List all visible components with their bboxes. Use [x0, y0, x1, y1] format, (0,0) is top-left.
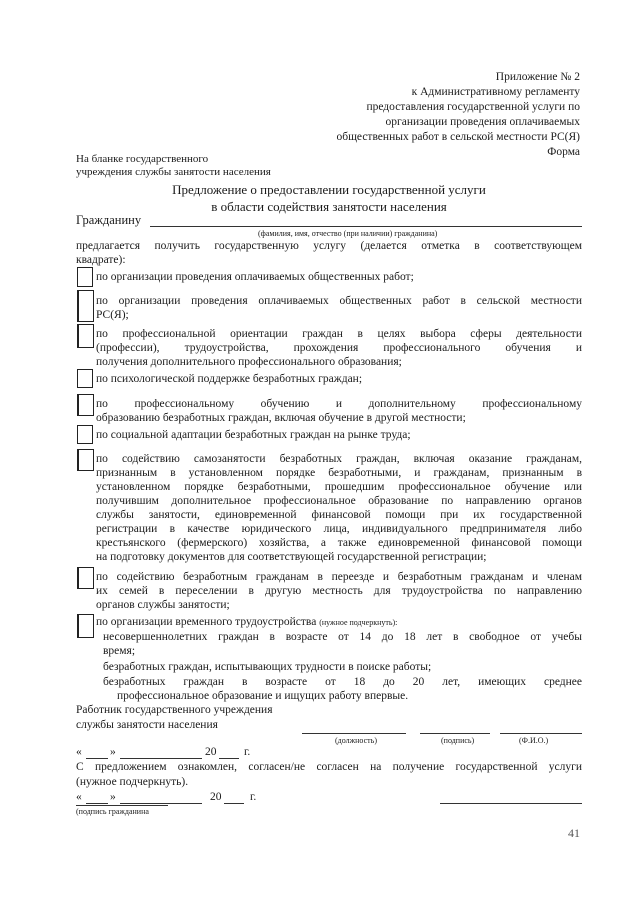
option-career-line-2: (профессии), трудоустройства, прохождения профессионального обучения и — [96, 342, 582, 354]
option-career-line-1: по профессиональной ориентации граждан в целях выбора сферы деятельности — [96, 328, 582, 340]
regulation-line: к Административному регламенту — [411, 86, 580, 98]
option-checkbox-relocation[interactable] — [77, 567, 94, 589]
date2-close-quote: » — [110, 791, 116, 803]
option-public-works: по организации проведения оплачиваемых общественных работ; — [96, 271, 414, 283]
date1-month-field[interactable] — [120, 758, 202, 759]
temp-minors-line-2: время; — [103, 645, 136, 657]
date1-day-field[interactable] — [86, 758, 108, 759]
option-temp-employment — [96, 615, 397, 629]
option-checkbox-self-employment[interactable] — [77, 449, 94, 471]
option-relocation-line-3: органов службы занятости; — [96, 599, 230, 611]
consent-line-1: С предложением ознакомлен, согласен/не согласен на получение государственной услуги — [76, 761, 582, 773]
worker-position-line[interactable] — [302, 733, 406, 734]
temp-minors-line-1[interactable]: несовершеннолетних граждан в возрасте от 14 до 18 лет в свободное от учебы — [103, 631, 582, 643]
title-line-1: Предложение о предоставлении государственной услуги — [172, 182, 486, 197]
option-checkbox-public-works[interactable] — [77, 267, 93, 287]
citizen-signature-line[interactable] — [440, 803, 582, 804]
intro-line-2: квадрате): — [76, 254, 126, 266]
option-training-line-2: образованию безработных граждан, включая обучение в другой местности; — [96, 412, 466, 424]
letterhead-line-1: На бланке государственного — [76, 153, 209, 165]
date2-open-quote: « — [76, 791, 82, 803]
form-label: Форма — [547, 146, 580, 158]
worker-line-1: Работник государственного учреждения — [76, 704, 273, 716]
organization-line: организации проведения оплачиваемых — [385, 116, 580, 128]
date1-year-suffix: г. — [244, 746, 251, 758]
option-rural-works-line-1: по организации проведения оплачиваемых общественных работ в сельской местности — [96, 295, 582, 307]
citizen-sign-field[interactable] — [76, 805, 168, 806]
option-self-employment-line-1: по содействию самозанятости безработных граждан, включая оказание гражданам, — [96, 453, 582, 465]
option-social-adaptation: по социальной адаптации безработных граждан на рынке труда; — [96, 429, 411, 441]
option-rural-works-line-2: РС(Я); — [96, 309, 129, 321]
page-number: 41 — [568, 826, 580, 840]
worker-name-caption: (Ф.И.О.) — [519, 736, 549, 745]
option-temp-employment-note: (нужное подчеркнуть): — [319, 618, 398, 627]
option-checkbox-psych-support[interactable] — [77, 369, 93, 388]
appendix-number: Приложение № 2 — [495, 71, 580, 83]
date2-month-field[interactable] — [120, 803, 202, 804]
option-temp-employment-label: по организации временного трудоустройства — [96, 616, 317, 628]
intro-line-1: предлагается получить государственную услугу (делается отметка в соответствующем — [76, 240, 582, 252]
option-checkbox-social-adaptation[interactable] — [77, 425, 93, 444]
option-checkbox-career-guidance[interactable] — [77, 324, 94, 348]
temp-young-line-2: профессиональное образование и ищущих работу впервые. — [117, 690, 409, 702]
option-self-employment-line-4: получившим дополнительное профессиональное образование по направлению органов — [96, 495, 582, 507]
option-career-line-3: получения дополнительного профессионального образования; — [96, 356, 402, 368]
citizen-sign-caption: (подпись гражданина — [76, 807, 149, 816]
rural-line: общественных работ в сельской местности РС(Я) — [336, 131, 580, 143]
temp-difficulty[interactable]: безработных граждан, испытывающих трудности в поиске работы; — [103, 661, 432, 673]
option-training-line-1: по профессиональному обучению и дополнительному профессиональному — [96, 398, 582, 410]
worker-signature-caption: (подпись) — [441, 736, 475, 745]
option-relocation-line-2: их семей в переселении в другую местность для трудоустройства по направлению — [96, 585, 582, 597]
date1-open-quote: « — [76, 746, 82, 758]
worker-line-2: службы занятости населения — [76, 719, 218, 731]
date2-year-suffix: г. — [250, 791, 257, 803]
service-line: предоставления государственной услуги по — [366, 101, 580, 113]
option-psych-support: по психологической поддержке безработных граждан; — [96, 373, 363, 385]
citizen-name-caption: (фамилия, имя, отчество (при наличии) гражданина) — [258, 229, 438, 238]
letterhead-line-2: учреждения службы занятости населения — [76, 166, 271, 178]
date2-year-field[interactable] — [224, 803, 244, 804]
date1-year-prefix: 20 — [205, 746, 217, 758]
date2-day-field[interactable] — [86, 803, 108, 804]
citizen-label: Гражданину — [76, 213, 142, 227]
date2-year-prefix: 20 — [210, 791, 222, 803]
worker-name-line[interactable] — [500, 733, 582, 734]
option-self-employment-line-8: на подготовку документов для соответствующей государственной регистрации; — [96, 551, 487, 563]
citizen-name-line[interactable] — [150, 226, 582, 227]
option-self-employment-line-6: регистрации в качестве юридического лица, индивидуального предпринимателя либо — [96, 523, 582, 535]
option-checkbox-training[interactable] — [77, 394, 94, 416]
option-checkbox-rural-works[interactable] — [77, 290, 94, 322]
worker-signature-line[interactable] — [420, 733, 490, 734]
worker-position-caption: (должность) — [335, 736, 377, 745]
option-relocation-line-1: по содействию безработным гражданам в переезде и безработным гражданам и членам — [96, 571, 582, 583]
option-self-employment-line-3: установленном порядке безработными, прошедшим профессиональное обучение или — [96, 481, 582, 493]
temp-young-line-1[interactable]: безработных граждан в возрасте от 18 до 20 лет, имеющих среднее — [103, 676, 582, 688]
consent-line-2: (нужное подчеркнуть). — [76, 776, 189, 788]
date1-year-field[interactable] — [219, 758, 239, 759]
option-self-employment-line-2: признанным в установленном порядке безработными, и гражданам, признанным в — [96, 467, 582, 479]
option-self-employment-line-5: службы занятости, единовременной финансовой помощи при их государственной — [96, 509, 582, 521]
title-line-2: в области содействия занятости населения — [211, 199, 447, 214]
option-checkbox-temp-employment[interactable] — [77, 614, 94, 638]
date1-close-quote: » — [110, 746, 116, 758]
option-self-employment-line-7: крестьянского (фермерского) хозяйства, а также единовременной финансовой помощи — [96, 537, 582, 549]
